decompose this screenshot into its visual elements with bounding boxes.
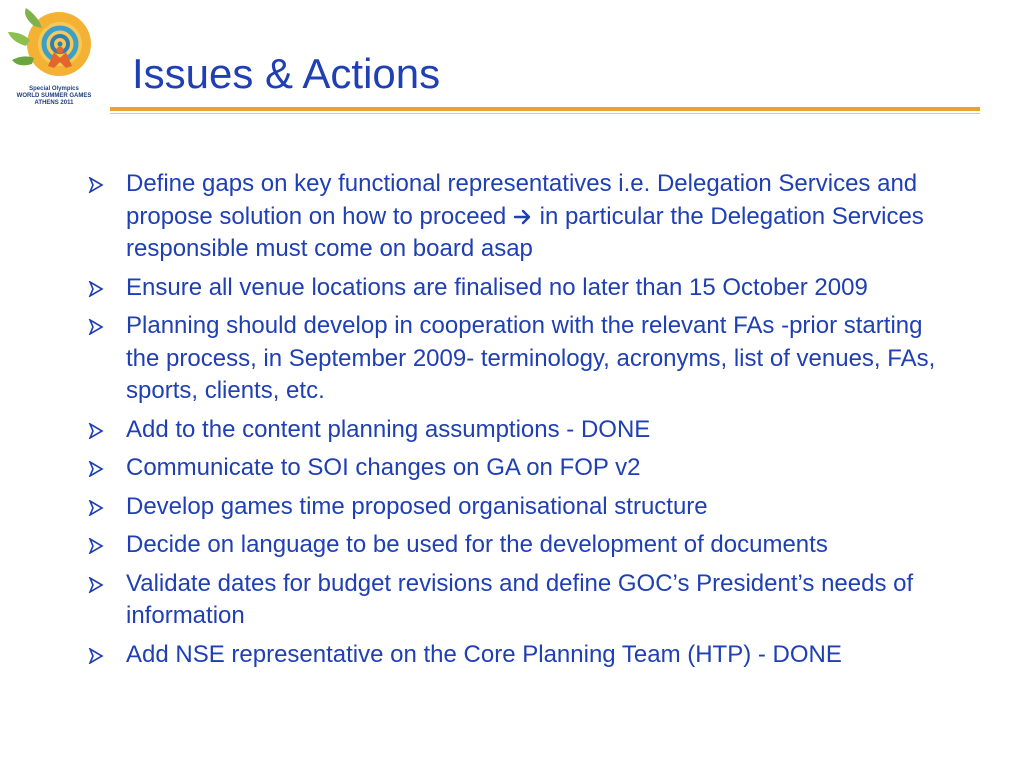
right-arrow-icon bbox=[513, 209, 533, 225]
bullet-item bbox=[86, 529, 956, 562]
bullet-item bbox=[86, 272, 956, 305]
special-olympics-logo bbox=[4, 6, 104, 118]
arrowhead-bullet-icon bbox=[88, 177, 104, 193]
bullet-text: Communicate to SOI changes on GA on FOP v2 bbox=[126, 454, 641, 481]
logo-caption bbox=[4, 86, 104, 107]
bullet-list bbox=[86, 168, 956, 677]
arrowhead-bullet-icon bbox=[88, 538, 104, 554]
bullet-text: in particular the Delegation Services responsible must come on board asap bbox=[126, 202, 924, 262]
bullet-text: Add NSE representative on the Core Planning Team (HTP) - DONE bbox=[126, 640, 842, 668]
arrowhead-bullet-icon bbox=[88, 461, 104, 477]
arrowhead-bullet-icon bbox=[88, 577, 104, 593]
bullet-item bbox=[86, 568, 956, 633]
bullet-text: Validate dates for budget revisions and define GOC’s President’s needs of information bbox=[126, 569, 914, 629]
logo-caption-line: Special Olympics bbox=[29, 86, 79, 92]
arrowhead-bullet-icon bbox=[88, 500, 104, 516]
bullet-text: Define gaps on key functional representatives i.e. Delegation Services and propose solution on how to proceed bbox=[126, 170, 918, 230]
logo-caption-line: WORLD SUMMER GAMES bbox=[16, 93, 92, 99]
bullet-text: Add to the content planning assumptions - DONE bbox=[126, 415, 651, 443]
bullet-item bbox=[86, 452, 956, 485]
sun-swirl-icon bbox=[4, 6, 104, 86]
bullet-text: Ensure all venue locations are finalised no later than 15 October 2009 bbox=[126, 273, 868, 301]
logo-caption-line: ATHENS 2011 bbox=[34, 100, 74, 106]
arrowhead-bullet-icon bbox=[88, 648, 104, 664]
title-underline-thin bbox=[110, 113, 980, 114]
bullet-text: Develop games time proposed organisational structure bbox=[126, 492, 708, 520]
bullet-item bbox=[86, 168, 956, 266]
bullet-item bbox=[86, 639, 956, 672]
title-underline bbox=[110, 107, 980, 111]
slide-title: Issues & Actions bbox=[132, 50, 441, 97]
bullet-item bbox=[86, 414, 956, 447]
bullet-item bbox=[86, 310, 956, 408]
arrowhead-bullet-icon bbox=[88, 319, 104, 335]
bullet-text: Decide on language to be used for the development of documents bbox=[126, 531, 828, 558]
bullet-text: Planning should develop in cooperation with the relevant FAs -prior starting the process, in September 2009- terminology, acronyms, list of venues, FAs, sports, clients, etc. bbox=[126, 312, 936, 404]
arrowhead-bullet-icon bbox=[88, 281, 104, 297]
arrowhead-bullet-icon bbox=[88, 423, 104, 439]
bullet-item bbox=[86, 491, 956, 524]
